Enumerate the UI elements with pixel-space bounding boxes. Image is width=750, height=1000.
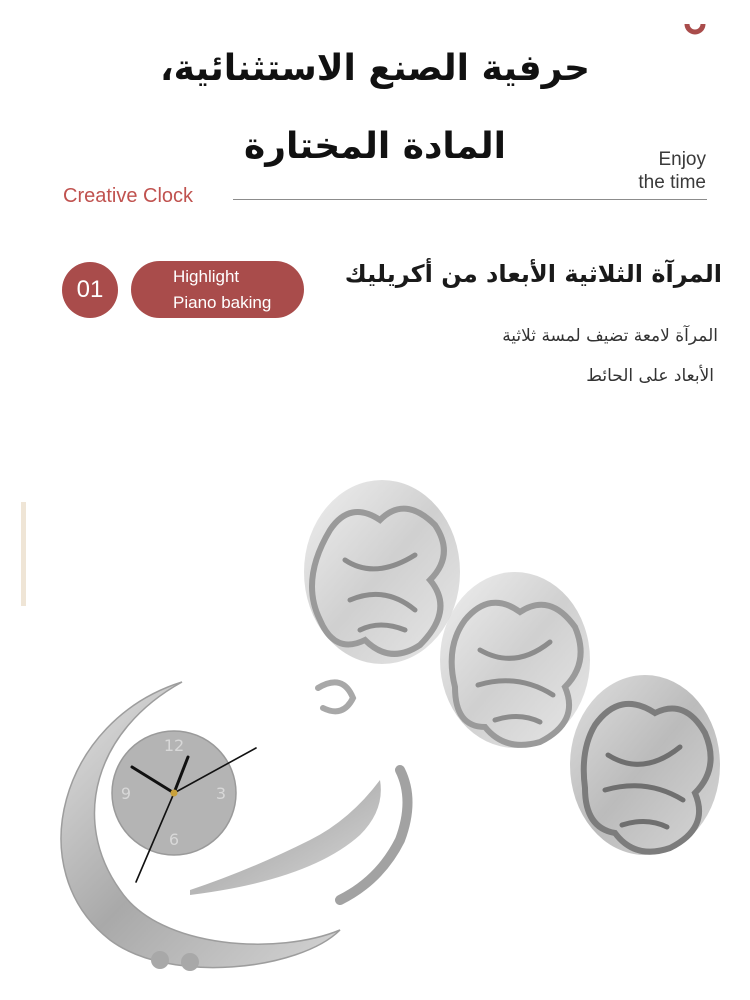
- calligraphy-plaque-2: [440, 572, 590, 748]
- slogan-line-2: the time: [638, 172, 706, 193]
- clock-center-cap: [171, 790, 178, 797]
- feature-description-line-2: الأبعاد على الحائط: [586, 366, 714, 386]
- clock-face: [112, 731, 256, 882]
- corner-arc-decoration: [684, 10, 706, 40]
- feature-description-line-1: المرآة لامعة تضيف لمسة ثلاثية: [502, 326, 718, 346]
- clock-numeral-12: 12: [163, 736, 185, 755]
- calligraphy-plaque-1: [304, 480, 460, 664]
- calligraphy-accent: [318, 682, 353, 711]
- slogan-line-1: Enjoy: [658, 149, 706, 170]
- pill-line-2: Piano baking: [173, 292, 272, 312]
- mirror-clock-artwork: [0, 470, 750, 1000]
- clock-numeral-6: 6: [168, 830, 180, 849]
- calligraphy-dot-1: [151, 951, 169, 969]
- feature-title: المرآة الثلاثية الأبعاد من أكريليك: [344, 260, 722, 288]
- headline-line-2: المادة المختارة: [244, 126, 506, 167]
- enjoy-the-time-slogan: [606, 148, 706, 194]
- calligraphy-plaque-3: [570, 675, 720, 855]
- feature-number-badge: 01: [62, 262, 118, 318]
- clock-numeral-9: 9: [120, 784, 132, 803]
- highlight-pill: [131, 261, 304, 318]
- clock-numeral-3: 3: [215, 784, 227, 803]
- divider-line: [233, 199, 707, 200]
- pill-line-1: Highlight: [173, 266, 240, 286]
- brand-label: Creative Clock: [63, 185, 194, 207]
- calligraphy-dot-2: [181, 953, 199, 971]
- headline-line-1: حرفية الصنع الاستثنائية،: [160, 48, 590, 89]
